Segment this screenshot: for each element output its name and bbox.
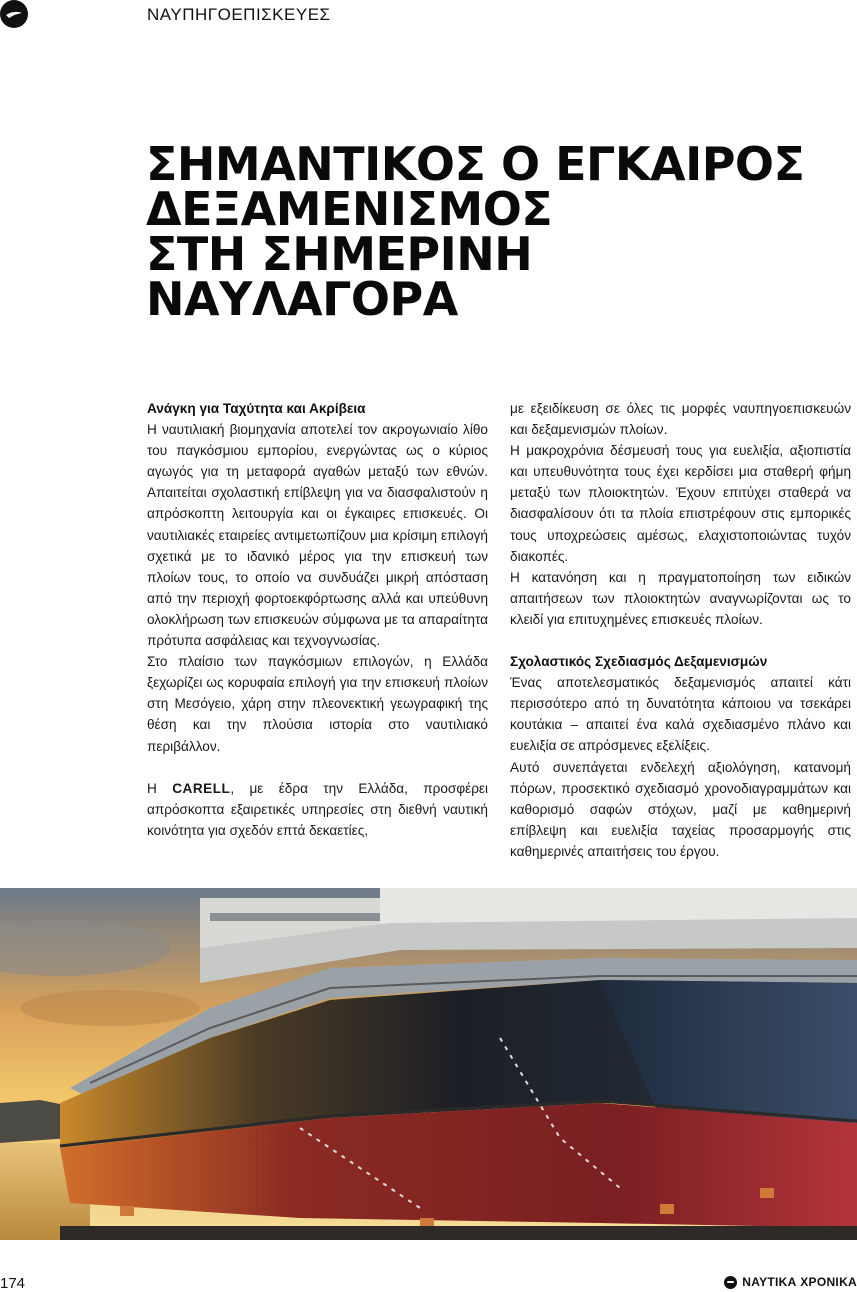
left-paragraph-3: [147, 778, 488, 841]
right-column: [510, 398, 851, 862]
subheading-drydock-planning: Σχολαστικός Σχεδιασμός Δεξαμενισμών: [510, 654, 768, 670]
section-label: ΝΑΥΠΗΓΟΕΠΙΣΚΕΥΕΣ: [147, 5, 331, 24]
footer-logo-icon: [724, 1276, 737, 1289]
page-number: 174: [0, 1275, 26, 1292]
headline-line-2: ΔΕΞΑΜΕΝΙΣΜΟΣ: [146, 182, 553, 236]
footer-brand-label: ΝΑΥΤΙΚΑ ΧΡΟΝΙΚΑ: [742, 1275, 857, 1289]
footer-brand: [724, 1275, 857, 1289]
right-paragraph-3: Η κατανόηση και η πραγματοποίηση των ειδικών απαιτήσεων των πλοιοκτητών αναγνωρίζονται ως το κλειδί για επιτυχημένες επισκευές πλοίων.: [510, 569, 851, 627]
article-headline: [146, 137, 846, 326]
right-paragraph-2: Η μακροχρόνια δέσμευσή τους για ευελιξία, αξιοπιστία και υπευθυνότητα τους έχει κερδίσει μια σταθερή φήμη μεταξύ των πλοιοκτητών. Έχουν επιτύχει σταθερά να διασφαλίσουν ότι τα πλοία επιστρέφουν στις εμπορικές τους υποχρεώσεις αμέσως, ελαχιστοποιώντας τυχόν διακοπές.: [510, 443, 851, 564]
carell-brand: CARELL: [172, 780, 231, 796]
ship-drydock-photo: [0, 888, 857, 1240]
left-paragraph-1: Η ναυτιλιακή βιομηχανία αποτελεί τον ακρογωνιαίο λίθο του παγκόσμιου εμπορίου, ενεργώντας ως ο κύριος αγωγός για τη μεταφορά αγαθών μεταξύ των εθνών. Απαιτείται σχολαστική επίβλεψη για να διασφαλιστούν η απρόσκοπτη λειτουργία και οι έγκαιρες επισκευές. Οι ναυτιλιακές εταιρείες αντιμετωπίζουν μια κρίσιμη επιλογή σχετικά με το ιδανικό μέρος για την επισκευή των πλοίων τους, το οποίο να συνδυάζει μικρή απόσταση από την περιοχή φορτοεκφόρτωσης αλλά και υπεύθυνη ολοκλήρωση των επισκευών σύμφωνα με τα απαραίτητα πρότυπα ασφάλειας και τεχνογνωσίας.: [147, 422, 488, 649]
right-paragraph-4: Ένας αποτελεσματικός δεξαμενισμός απαιτεί κάτι περισσότερο από τη δυνατότητα κάποιου να τσεκάρει κουτάκια – απαιτεί ένα καλά σχεδιασμένο πλάνο και ευελιξία σε απρόσμενες εξελίξεις.: [510, 675, 851, 754]
publication-logo-icon: [0, 0, 28, 28]
carell-prefix: Η: [147, 780, 173, 796]
left-paragraph-2: Στο πλαίσιο των παγκόσμιων επιλογών, η Ελλάδα ξεχωρίζει ως κορυφαία επιλογή για την επισκευή πλοίων στη Μεσόγειο, χάρη στην πλεονεκτική γεωγραφική της θέση και την πλούσια ιστορία στο ναυτιλιακό περιβάλλον.: [147, 654, 488, 754]
headline-line-3: ΣΤΗ ΣΗΜΕΡΙΝΗ ΝΑΥΛΑΓΟΡΑ: [146, 227, 533, 326]
right-paragraph-5: Αυτό συνεπάγεται ενδελεχή αξιολόγηση, κατανομή πόρων, προσεκτικό σχεδιασμό χρονοδιαγραμμάτων και καθορισμό σαφών στόχων, μαζί με καθημερινή επίβλεψη και ευελιξία ταχείας προσαρμογής στις καθημερινές απαιτήσεις του έργου.: [510, 759, 851, 859]
headline-line-1: ΣΗΜΑΝΤΙΚΟΣ Ο ΕΓΚΑΙΡΟΣ: [146, 137, 805, 191]
carell-rest: , με έδρα την Ελλάδα, προσφέρει απρόσκοπτα εξαιρετικές υπηρεσίες στη διεθνή ναυτική κοινότητα για σχεδόν επτά δεκαετίες,: [147, 780, 489, 838]
left-column: [147, 398, 488, 841]
right-paragraph-1: με εξειδίκευση σε όλες τις μορφές ναυπηγοεπισκευών και δεξαμενισμών πλοίων.: [510, 401, 851, 438]
subheading-speed-accuracy: Ανάγκη για Ταχύτητα και Ακρίβεια: [147, 401, 366, 416]
